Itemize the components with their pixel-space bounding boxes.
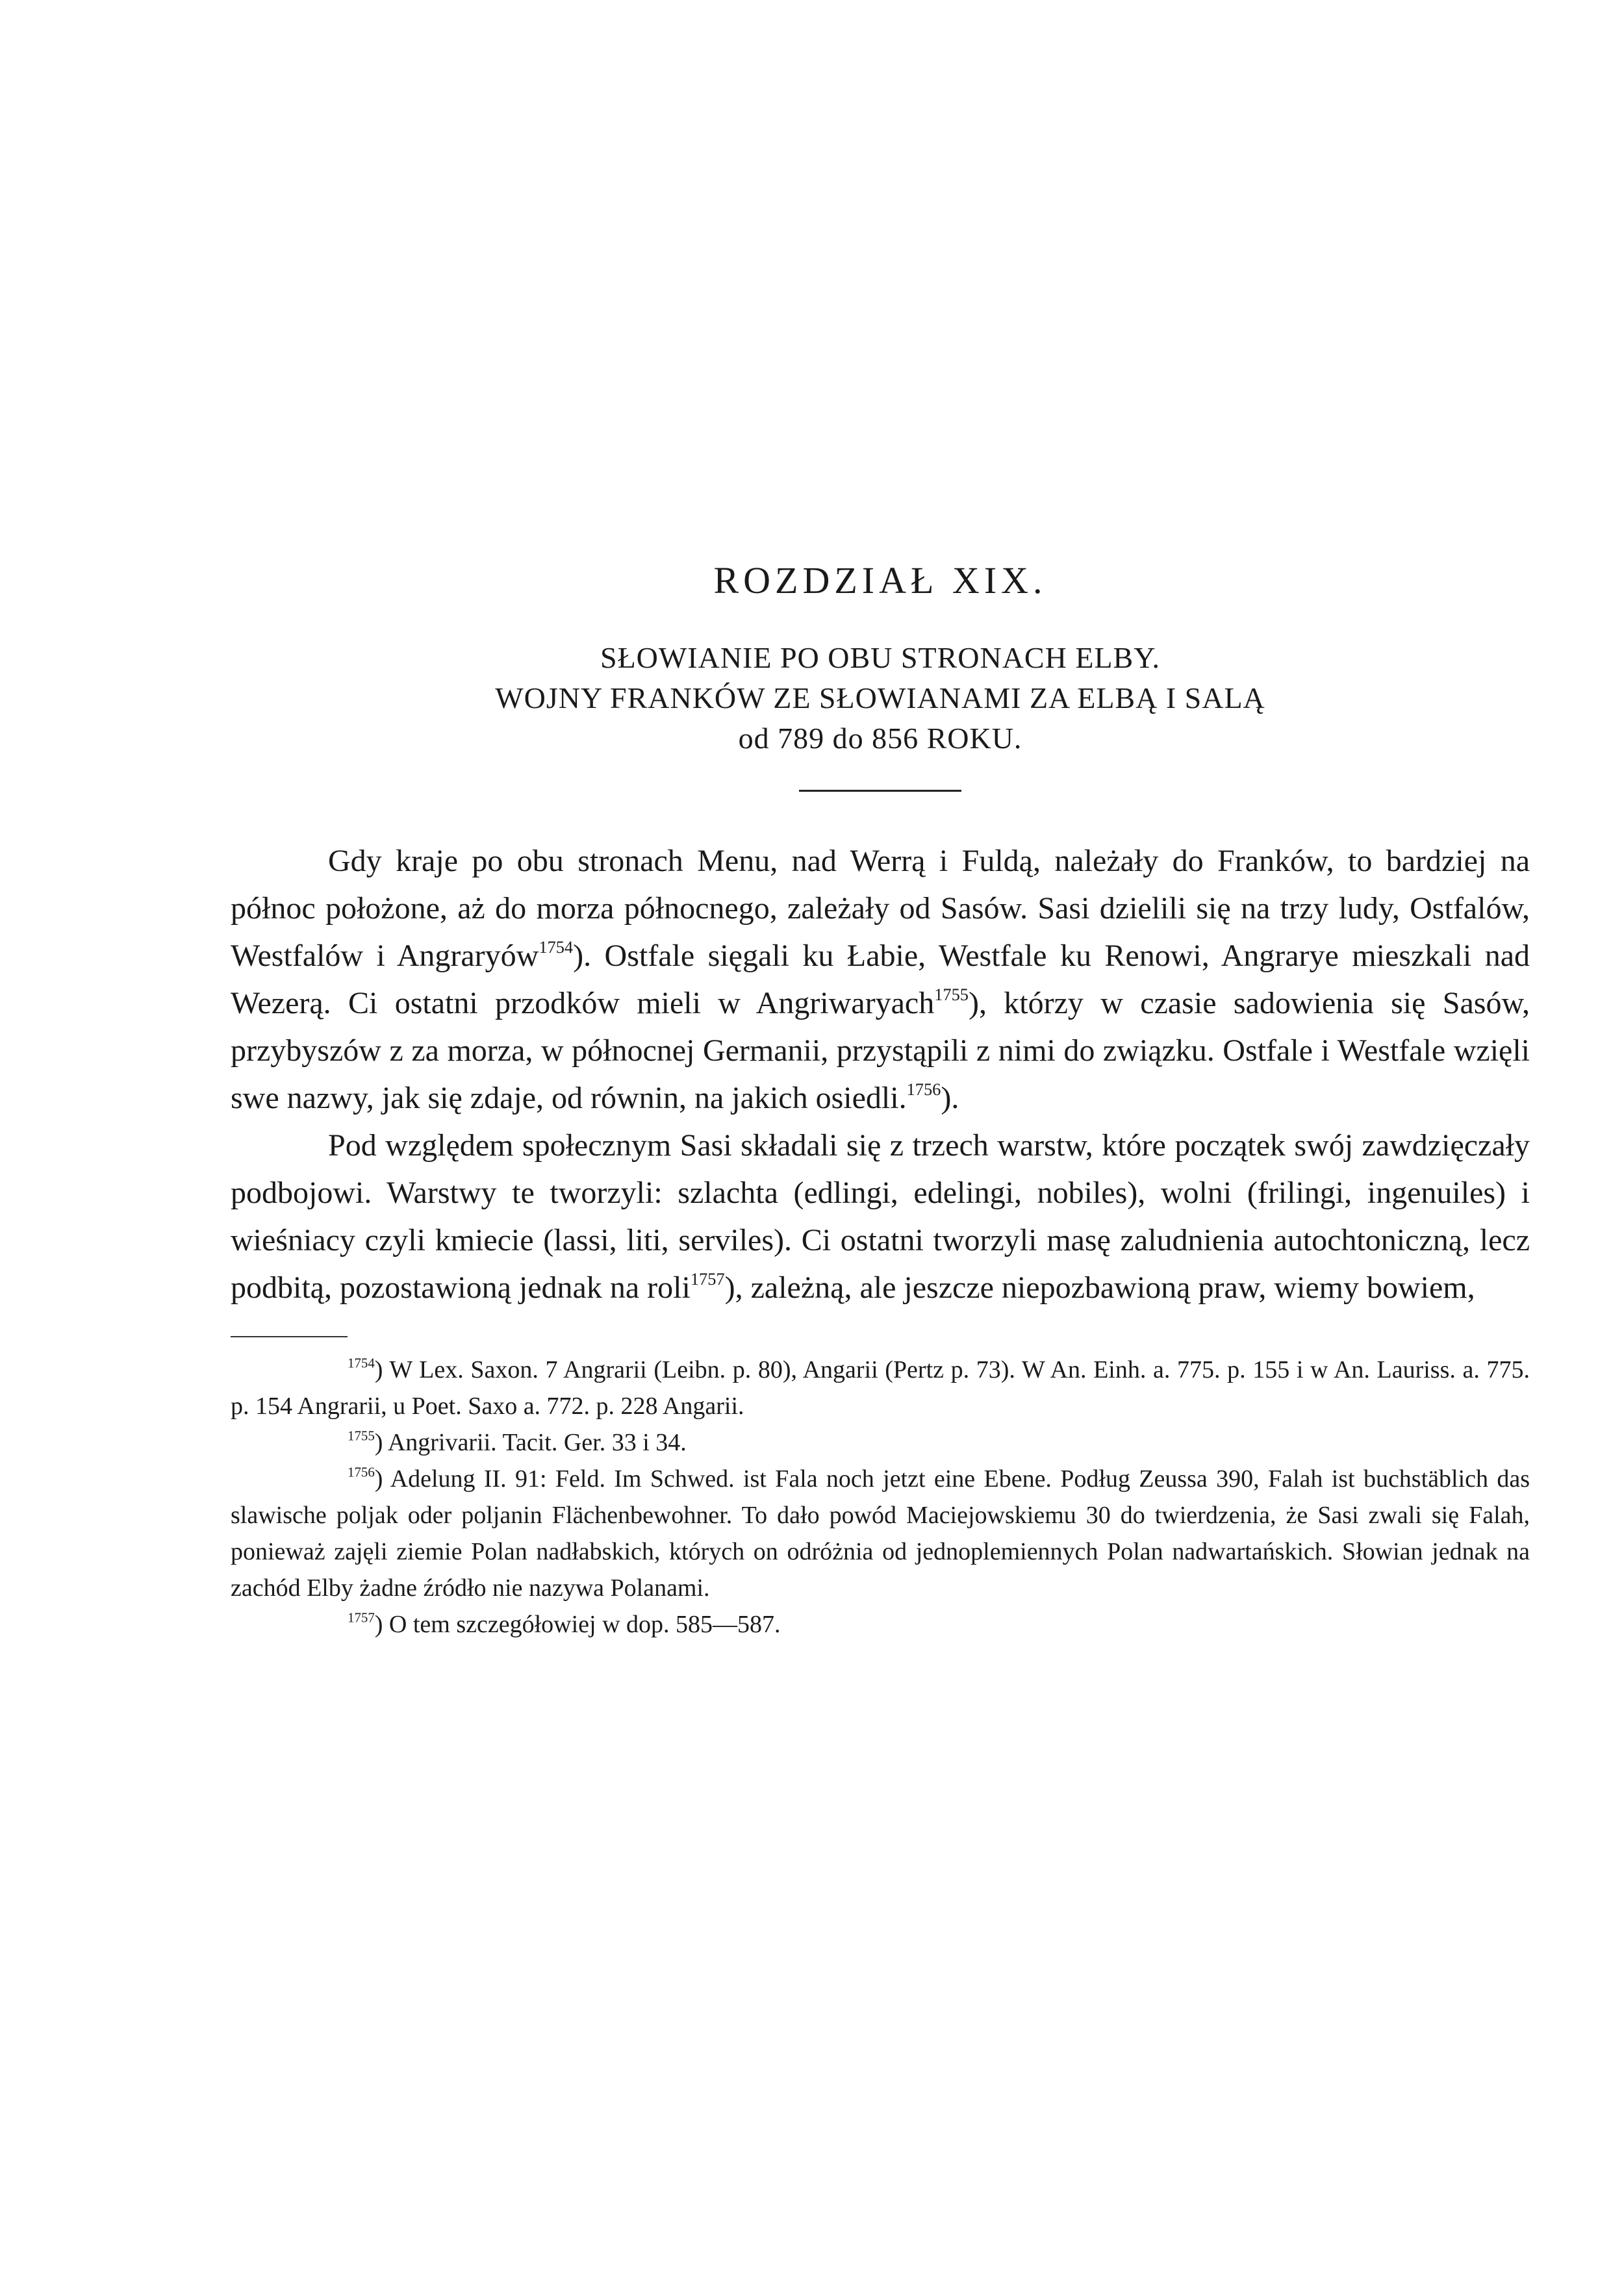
footnote-number: 1754 <box>348 1355 375 1371</box>
footnote-number: 1757 <box>348 1609 375 1626</box>
footnote-1757 <box>231 1606 1530 1643</box>
subtitle-line-3: od 789 do 856 ROKU. <box>738 722 1022 755</box>
paragraph-text: ). <box>941 1081 959 1115</box>
footnote-text: ) O tem szczegółowiej w dop. 585—587. <box>374 1611 781 1638</box>
main-text <box>231 837 1530 1311</box>
footnote-1755 <box>231 1424 1530 1461</box>
footnote-number: 1756 <box>348 1464 375 1480</box>
paragraph-text: Gdy kraje po obu stronach Menu, nad Werrą i Fuldą, należały do Franków, to bardziej na północ położone, aż do morza północnego, zależały od Sasów. Sasi dzielili się na trzy ludy, Ostfalów, Westfalów i Angraryów <box>231 844 1530 973</box>
paragraph-text: ). Ostfale sięgali ku Łabie, Westfale ku Renowi, Angrarye mieszkali nad Wezerą. Ci ostatni przodków mieli w Angriwaryach <box>231 939 1530 1020</box>
footnote-number: 1755 <box>348 1428 375 1444</box>
book-page <box>231 559 1530 1643</box>
subtitle-line-2: WOJNY FRANKÓW ZE SŁOWIANAMI ZA ELBĄ I SALĄ <box>495 681 1265 714</box>
footnote-ref-1754[interactable]: 1754 <box>539 937 574 957</box>
title-divider <box>799 790 961 792</box>
footnote-text: ) Angrivarii. Tacit. Ger. 33 i 34. <box>374 1429 687 1456</box>
footnote-ref-1757[interactable]: 1757 <box>690 1269 725 1289</box>
footnote-text: ) Adelung II. 91: Feld. Im Schwed. ist Fala noch jetzt eine Ebene. Podług Zeussa 390, Falah ist buchstäblich das slawische poljak oder poljanin Flächenbewohner. To dało powód Maciejowskiemu 30 do twierdzenia, że Sasi zwali się Falah, ponieważ zajęli ziemie Polan nadłabskich, których on odróżnia od jednoplemiennych Polan nadwartańskich. Słowian jednak na zachód Elby żadne źródło nie nazywa Polanami. <box>231 1465 1530 1602</box>
footnote-text: ) W Lex. Saxon. 7 Angrarii (Leibn. p. 80), Angarii (Pertz p. 73). W An. Einh. a. 775. p. 155 i w An. Lauriss. a. 775. p. 154 Angrarii, u Poet. Saxo a. 772. p. 228 Angarii. <box>231 1356 1530 1420</box>
subtitle-line-1: SŁOWIANIE PO OBU STRONACH ELBY. <box>600 641 1160 674</box>
footnote-ref-1755[interactable]: 1755 <box>934 985 969 1005</box>
paragraph-1 <box>231 837 1530 1122</box>
paragraph-2 <box>231 1122 1530 1311</box>
paragraph-text: ), którzy w czasie sadowienia się Sasów, przybyszów z za morza, w północnej Germanii, przystąpili z nimi do związku. Ostfale i Westfale wzięli swe nazwy, jak się zdaje, od równin, na jakich osiedli. <box>231 986 1530 1115</box>
footnote-1754 <box>231 1352 1530 1424</box>
paragraph-text: ), zależną, ale jeszcze niepozbawioną praw, wiemy bowiem, <box>724 1270 1475 1305</box>
footnote-divider <box>231 1336 348 1337</box>
footnote-ref-1756[interactable]: 1756 <box>906 1079 941 1100</box>
footnote-1756 <box>231 1461 1530 1606</box>
chapter-subtitle <box>231 638 1530 759</box>
paragraph-text: Pod względem społecznym Sasi składali się z trzech warstw, które początek swój zawdzięczały podbojowi. Warstwy te tworzyli: szlachta (edlingi, edelingi, nobiles), wolni (frilingi, ingenuiles) i wieśniacy czyli kmiecie (lassi, liti, serviles). Ci ostatni tworzyli masę zaludnienia autochtoniczną, lecz podbitą, pozostawioną jednak na roli <box>231 1128 1530 1305</box>
chapter-title: ROZDZIAŁ XIX. <box>713 559 1047 601</box>
footnotes <box>231 1352 1530 1643</box>
